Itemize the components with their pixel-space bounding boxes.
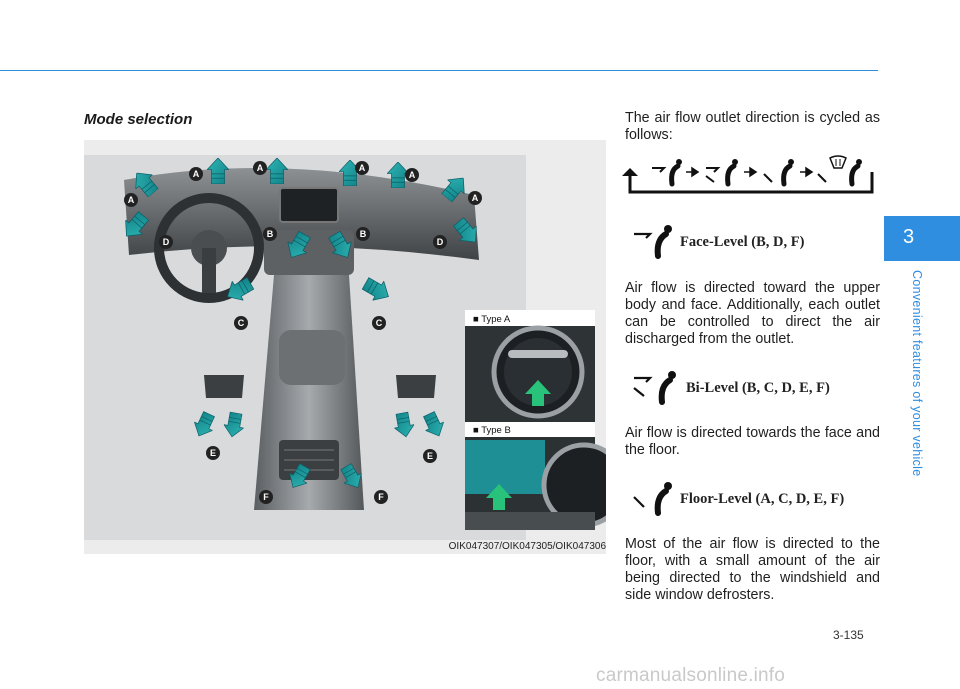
mode-cycle-diagram	[620, 150, 880, 195]
floor-level-heading	[630, 481, 844, 517]
cycle-face-icon	[652, 159, 682, 184]
label-f1: F	[263, 492, 269, 502]
dashboard-illustration	[84, 140, 606, 540]
floor-level-label: Floor-Level (A, C, D, E, F)	[680, 490, 845, 507]
face-level-label: Face-Level (B, D, F)	[680, 233, 805, 250]
chapter-title	[910, 270, 924, 495]
label-f2: F	[378, 492, 384, 502]
label-b2: B	[359, 229, 367, 239]
face-level-heading	[630, 224, 804, 260]
figure-caption: OIK047307/OIK047305/OIK047306	[448, 541, 606, 552]
bi-level-label: Bi-Level (B, C, D, E, F)	[686, 379, 830, 396]
label-d2: D	[436, 237, 444, 247]
bi-level-desc: Air flow is directed towards the face and the floor.	[625, 425, 880, 458]
intro-text: The air flow outlet direction is cycled as follows:	[625, 110, 880, 143]
chapter-number: 3	[903, 226, 915, 248]
chapter-title-text: Convenient features of your vehicle	[910, 270, 924, 477]
label-a2: A	[192, 169, 200, 179]
cycle-arrow-2	[744, 168, 756, 176]
type-b-inset	[465, 422, 606, 530]
label-a4: A	[358, 163, 366, 173]
face-level-desc: Air flow is directed toward the upper body and face. Additionally, each outlet can be controlled to direct the air discharged from the outlet.	[625, 280, 880, 347]
watermark: carmanualsonline.info	[596, 665, 786, 686]
label-e1: E	[209, 448, 217, 458]
cycle-arrow-1	[686, 168, 698, 176]
label-a6: A	[471, 193, 479, 203]
chapter-tab	[884, 216, 960, 261]
face-level-icon	[630, 224, 680, 260]
floor-level-icon	[630, 481, 680, 517]
dashboard-figure	[84, 140, 606, 554]
label-a5: A	[408, 170, 416, 180]
top-rule	[0, 70, 878, 71]
bi-level-heading	[630, 370, 830, 406]
label-c2: C	[375, 318, 383, 328]
type-a-inset	[465, 310, 595, 422]
cycle-bi-icon	[706, 159, 738, 184]
label-e2: E	[426, 451, 434, 461]
type-b-label: ■ Type B	[473, 425, 511, 436]
label-a1: A	[127, 195, 135, 205]
label-d1: D	[162, 237, 170, 247]
label-b1: B	[266, 229, 274, 239]
type-a-label: ■ Type A	[473, 314, 511, 325]
label-c1: C	[237, 318, 245, 328]
bi-level-icon	[630, 370, 686, 406]
cycle-floor-defrost-icon	[818, 156, 862, 184]
cycle-floor-icon	[764, 159, 794, 184]
label-a3: A	[256, 163, 264, 173]
section-title: Mode selection	[84, 111, 193, 128]
floor-level-desc: Most of the air flow is directed to the floor, with a small amount of the air being directed to the windshield and side window defrosters.	[625, 536, 880, 603]
page-number: 3-135	[833, 628, 864, 642]
cycle-arrow-3	[800, 168, 812, 176]
